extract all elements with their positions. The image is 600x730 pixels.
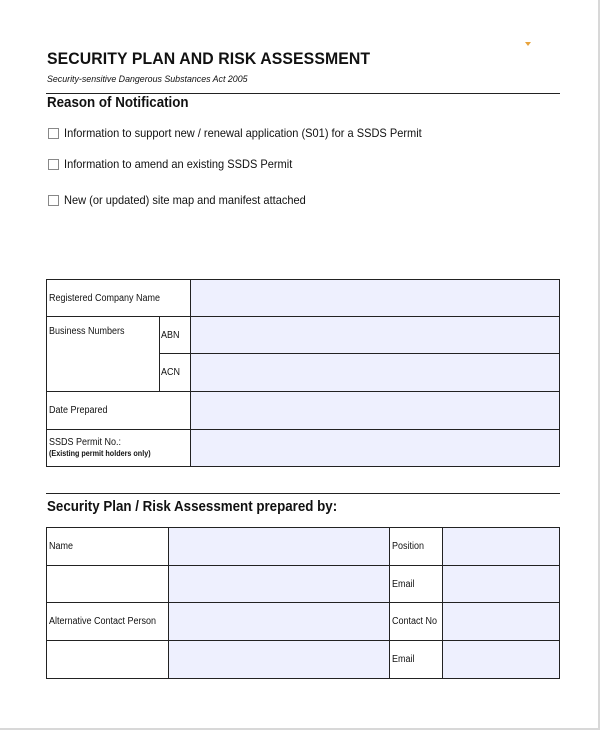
name-field[interactable] — [168, 528, 389, 566]
ssds-permit-field[interactable] — [191, 430, 560, 467]
registered-company-name-field[interactable] — [191, 280, 560, 317]
email-field[interactable] — [442, 566, 559, 603]
checkbox-support-application[interactable] — [48, 128, 59, 139]
checkbox-site-map[interactable] — [48, 195, 59, 206]
option-label: Information to support new / renewal application (S01) for a SSDS Permit — [64, 126, 422, 140]
registered-company-name-label: Registered Company Name — [47, 280, 191, 317]
option-amend-permit[interactable] — [48, 157, 312, 171]
date-prepared-field[interactable] — [191, 392, 560, 430]
name-label: Name — [47, 528, 169, 566]
business-numbers-label: Business Numbers — [47, 317, 160, 392]
contact-no-label: Contact No — [389, 603, 442, 641]
date-prepared-label: Date Prepared — [47, 392, 191, 430]
blank-label — [47, 566, 169, 603]
document-title: SECURITY PLAN AND RISK ASSESSMENT — [47, 49, 371, 68]
alternative-contact-label: Alternative Contact Person — [47, 603, 169, 641]
notification-heading: Reason of Notification — [47, 95, 189, 111]
company-details-table — [46, 279, 560, 467]
checkbox-amend-permit[interactable] — [48, 159, 59, 170]
email-label: Email — [389, 566, 442, 603]
option-label: Information to amend an existing SSDS Permit — [64, 157, 293, 171]
prepared-by-table — [46, 527, 560, 679]
alt-email-label: Email — [389, 641, 442, 679]
acn-label: ACN — [160, 354, 191, 392]
name-field-2[interactable] — [168, 566, 389, 603]
prepared-by-heading: Security Plan / Risk Assessment prepared by: — [47, 499, 338, 515]
alternative-contact-field-2[interactable] — [168, 641, 389, 679]
blank-label — [47, 641, 169, 679]
alternative-contact-field[interactable] — [168, 603, 389, 641]
triangle-marker-icon — [525, 42, 531, 46]
position-label: Position — [389, 528, 442, 566]
position-field[interactable] — [442, 528, 559, 566]
option-support-application[interactable] — [48, 126, 453, 140]
contact-no-field[interactable] — [442, 603, 559, 641]
ssds-permit-note: (Existing permit holders only) — [49, 449, 151, 458]
abn-label: ABN — [160, 317, 191, 354]
ssds-permit-label: SSDS Permit No.: (Existing permit holders only) — [47, 430, 191, 467]
option-label: New (or updated) site map and manifest attached — [64, 193, 306, 207]
abn-field[interactable] — [191, 317, 560, 354]
prepared-by-divider — [46, 493, 560, 494]
document-subtitle: Security-sensitive Dangerous Substances Act 2005 — [47, 74, 248, 85]
acn-field[interactable] — [191, 354, 560, 392]
alt-email-field[interactable] — [442, 641, 559, 679]
option-site-map[interactable] — [48, 193, 327, 207]
header-divider — [46, 93, 560, 94]
